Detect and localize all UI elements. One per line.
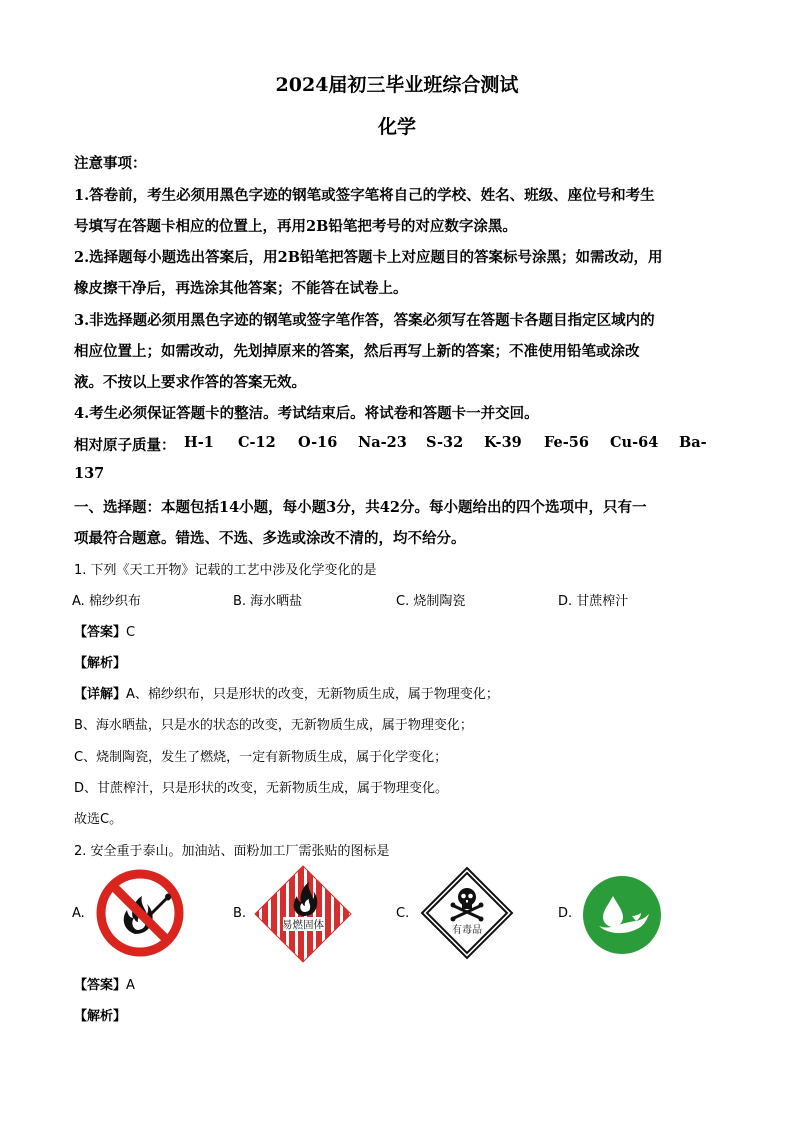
note-2-line-1: 2.选择题每小题选出答案后，用2B铅笔把答题卡上对应题目的答案标号涂黑；如需改动，用: [74, 249, 663, 266]
q1-detail-1: [74, 683, 724, 702]
detail-text-a: A、棉纱织布，只是形状的改变，无新物质生成，属于物理变化；: [126, 687, 499, 702]
mass-cu: Cu-64: [610, 434, 659, 451]
q1-analysis: [74, 652, 724, 671]
mass-s: S-32: [426, 434, 464, 451]
q2-analysis-tag: 【解析】: [74, 1009, 127, 1024]
answer-value: C: [126, 625, 136, 640]
q2-label-a: A.: [72, 906, 85, 921]
q1-detail-2: B、海水晒盐，只是水的状态的改变，无新物质生成，属于物理变化；: [74, 718, 473, 733]
atomic-mass-label: 相对原子质量：: [74, 437, 176, 454]
sign-c-text: 有毒品: [452, 925, 482, 936]
q2-stem: 2. 安全重于泰山。加油站、面粉加工厂需张贴的图标是: [74, 844, 390, 859]
q1-option-b: B. 海水晒盐: [233, 594, 303, 609]
note-3-line-3: 液。不按以上要求作答的答案无效。: [74, 374, 306, 391]
q2-answer: [74, 974, 724, 993]
exam-title: 2024届初三毕业班综合测试: [275, 74, 519, 96]
section-1-line-2: 项最符合题意。错选、不选、多选或涂改不清的，均不给分。: [74, 530, 466, 547]
q2-analysis: [74, 1005, 724, 1024]
q2-label-b: B.: [233, 906, 247, 921]
q1-detail-4: D、甘蔗榨汁，只是形状的改变，无新物质生成，属于物理变化。: [74, 781, 449, 796]
q1-option-a: A. 棉纱织布: [72, 594, 141, 609]
note-4: 4.考生必须保证答题卡的整洁。考试结束后。将试卷和答题卡一并交回。: [74, 405, 539, 422]
q1-option-c: C. 烧制陶瓷: [396, 594, 466, 609]
q2-label-d: D.: [558, 906, 573, 921]
note-1-line-1: 1.答卷前，考生必须用黑色字迹的钢笔或签字笔将自己的学校、姓名、班级、座位号和考生: [74, 187, 655, 204]
note-3-line-2: 相应位置上；如需改动，先划掉原来的答案，然后再写上新的答案；不准使用铅笔或涂改: [74, 343, 640, 360]
water-saving-icon: [581, 874, 663, 956]
q2-label-c: C.: [396, 906, 410, 921]
q1-option-d: D. 甘蔗榨汁: [558, 594, 629, 609]
no-fire-icon: [95, 868, 185, 958]
answer-tag: 【答案】: [74, 625, 127, 640]
mass-k: K-39: [484, 434, 522, 451]
mass-ba: Ba-: [679, 434, 707, 451]
subject-title: 化学: [377, 116, 416, 138]
q2-answer-tag: 【答案】: [74, 978, 127, 993]
q1-detail-3: C、烧制陶瓷，发生了燃烧，一定有新物质生成，属于化学变化；: [74, 750, 448, 765]
toxic-icon: [420, 866, 514, 960]
q1-stem: 1. 下列《天工开物》记载的工艺中涉及化学变化的是: [74, 563, 377, 578]
mass-na: Na-23: [358, 434, 407, 451]
mass-c: C-12: [238, 434, 276, 451]
q2-answer-value: A: [126, 978, 135, 993]
q1-conclusion: 故选C。: [74, 812, 123, 827]
mass-fe: Fe-56: [544, 434, 589, 451]
section-1-line-1: 一、选择题：本题包括14小题，每小题3分，共42分。每小题给出的四个选项中，只有一: [74, 499, 647, 516]
notes-heading: 注意事项：: [74, 155, 147, 172]
mass-ba-wrap: 137: [74, 465, 105, 482]
q1-answer: [74, 621, 724, 640]
analysis-tag: 【解析】: [74, 656, 127, 671]
note-3-line-1: 3.非选择题必须用黑色字迹的钢笔或签字笔作答，答案必须写在答题卡各题目指定区域内的: [74, 312, 655, 329]
mass-h: H-1: [184, 434, 214, 451]
detail-tag: 【详解】: [74, 687, 127, 702]
note-2-line-2: 橡皮擦干净后，再选涂其他答案；不能答在试卷上。: [74, 280, 408, 297]
flammable-solid-icon: [253, 864, 353, 964]
mass-o: O-16: [298, 434, 338, 451]
sign-b-text: 易燃固体: [282, 919, 324, 931]
note-1-line-2: 号填写在答题卡相应的位置上，再用2B铅笔把考号的对应数字涂黑。: [74, 218, 517, 235]
